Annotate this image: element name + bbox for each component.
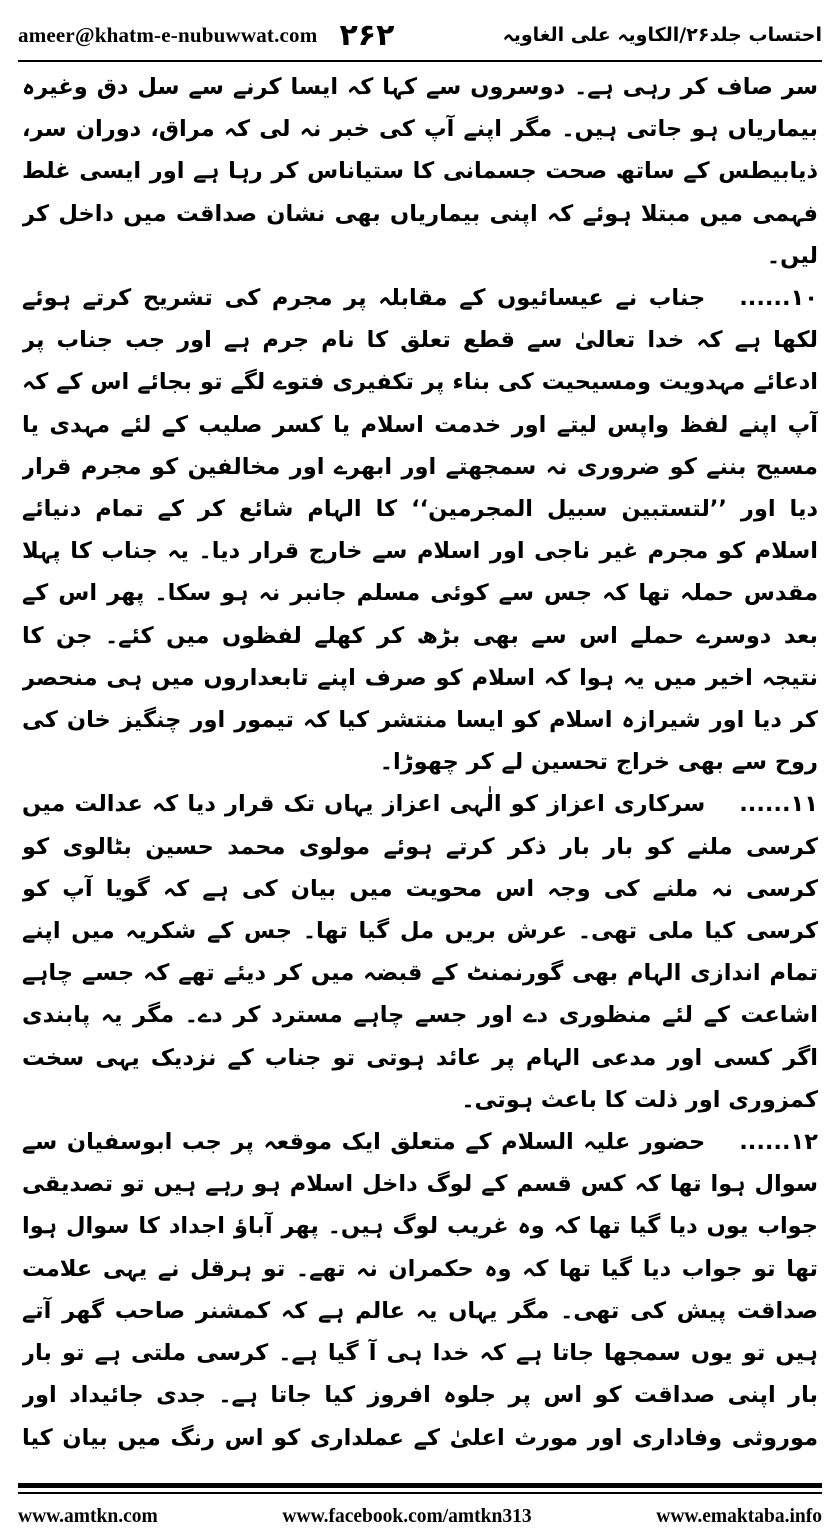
page-header bbox=[18, 12, 822, 58]
paragraph-text: حضور علیہ السلام کے متعلق ایک موقعہ پر جب ابوسفیان سے سوال ہوا تھا کہ کس قسم کے لوگ داخل اسلام ہو رہے ہیں تو تصدیقی جواب یوں دیا گیا تھا کہ وہ غریب لوگ ہیں۔ پھر آباؤ اجداد کا سوال ہوا تھا تو جواب دیا گیا تھا کہ وہ حکمران نہ تھے۔ تو ہرقل نے یہی علامت صداقت پیش کی تھی۔ مگر یہاں یہ عالم ہے کہ کمشنر صاحب گھر آتے ہیں تو یوں سمجھا جاتا ہے کہ خدا ہی آ گیا ہے۔ کرسی ملتی ہے تو بار بار اپنی صداقت کو اس پر جلوہ افروز کیا جاتا ہے۔ جدی جائیداد اور موروثی وفاداری اور مورث اعلیٰ کے عملداری کو اس رنگ میں بیان کیا bbox=[22, 1129, 818, 1451]
page-body bbox=[22, 66, 818, 1456]
paragraph-number: ۱۲...... bbox=[739, 1129, 818, 1156]
footer-link-emaktaba[interactable]: www.emaktaba.info bbox=[656, 1506, 822, 1527]
paragraph-continuation bbox=[22, 66, 818, 277]
header-email: ameer@khatm-e-nubuwwat.com bbox=[18, 22, 318, 47]
footer-divider-thin bbox=[18, 1492, 822, 1494]
paragraph-11 bbox=[22, 783, 818, 1121]
footer-divider-thick bbox=[18, 1483, 822, 1488]
paragraph-text: سرکاری اعزاز کو الٰہی اعزاز یہاں تک قرار دیا کہ عدالت میں کرسی ملنے کو بار بار ذکر کرتے ہوئے مولوی محمد حسین بٹالوی کو کرسی نہ ملنے کی وجہ اس محویت میں بیان کی ہے کہ گویا آپ کو کرسی کیا ملی تھی۔ عرش بریں مل گیا تھا۔ جس کے شکریہ میں اپنے تمام اندازی الہام بھی گورنمنٹ کے قبضہ میں کر دیئے تھے کہ جسے چاہے اشاعت کے لئے منظوری دے اور جسے چاہے مسترد کر دے۔ مگر یہ پابندی اگر کسی اور مدعی الہام پر عائد ہوتی تو جناب کے نزدیک یہی سخت کمزوری اور ذلت کا باعث ہوتی۔ bbox=[22, 791, 818, 1113]
header-divider bbox=[18, 60, 822, 62]
footer-link-facebook[interactable]: www.facebook.com/amtkn313 bbox=[282, 1506, 532, 1527]
paragraph-12 bbox=[22, 1121, 818, 1456]
header-left-group bbox=[18, 18, 394, 53]
paragraph-number: ۱۰...... bbox=[739, 285, 818, 312]
paragraph-10 bbox=[22, 277, 818, 783]
page-number: ۲۶۲ bbox=[339, 17, 395, 53]
footer-link-website[interactable]: www.amtkn.com bbox=[18, 1506, 158, 1527]
paragraph-text: سر صاف کر رہی ہے۔ دوسروں سے کہا کہ ایسا کرنے سے سل دق وغیرہ بیماریاں ہو جاتی ہیں۔ مگر اپنے آپ کی خبر نہ لی کہ مراق، دوران سر، ذیابیطس کے ساتھ صحت جسمانی کا ستیاناس کر رہا ہے اور ایسی غلط فہمی میں مبتلا ہوئے کہ اپنی بیماریاں بھی نشان صداقت میں داخل کر لیں۔ bbox=[22, 74, 818, 269]
book-title: احتساب جلد۲۶/الکاویہ علی الغاویہ bbox=[502, 24, 822, 46]
page-footer bbox=[18, 1500, 822, 1534]
paragraph-number: ۱۱...... bbox=[739, 791, 818, 818]
paragraph-text: جناب نے عیسائیوں کے مقابلہ پر مجرم کی تشریح کرتے ہوئے لکھا ہے کہ خدا تعالیٰ سے قطع تعلق کا نام جرم ہے اور جب جناب پر ادعائے مہدویت ومسیحیت کی بناء پر تکفیری فتوے لگے تو بجائے اس کے کہ آپ اپنے لفظ واپس لیتے اور خدمت اسلام یا کسر صلیب کے لئے مہدی یا مسیح بننے کو ضروری نہ سمجھتے اور ابھرے اور مخالفین کو مجرم قرار دیا اور ’’لتستبین سبیل المجرمین‘‘ کا الہام شائع کر کے تمام دنیائے اسلام کو مجرم غیر ناجی اور اسلام سے خارج قرار دیا۔ یہ جناب کا پہلا مقدس حملہ تھا کہ جس سے کوئی مسلم جانبر نہ ہو سکا۔ پھر اس کے بعد دوسرے حملے اس سے بھی بڑھ کر کھلے لفظوں میں کئے۔ جن کا نتیجہ اخیر میں یہ ہوا کہ اسلام کو صرف اپنے تابعداروں میں ہی منحصر کر دیا اور شیرازہ اسلام کو ایسا منتشر کیا کہ تیمور اور چنگیز خان کی روح سے بھی خراج تحسین لے کر چھوڑا۔ bbox=[22, 285, 818, 776]
